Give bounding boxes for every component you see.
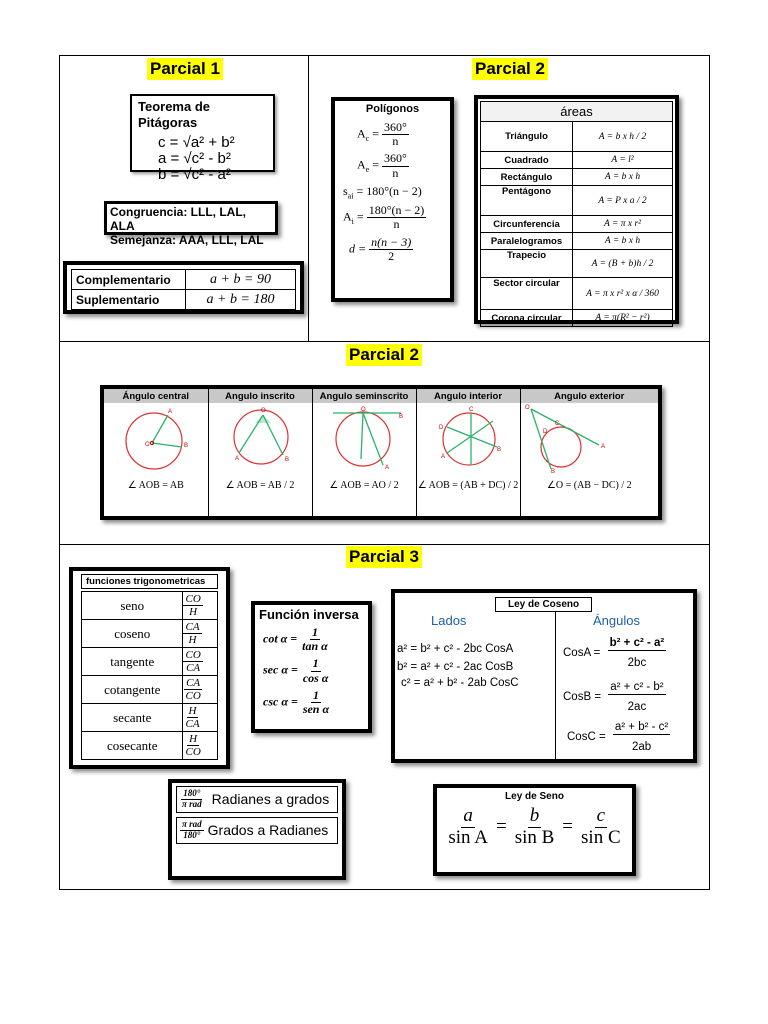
label-o: O: [360, 407, 366, 413]
trig-name: tangente: [82, 648, 183, 676]
label-o: O: [524, 405, 530, 411]
angulo-central-cell: [104, 403, 208, 516]
pitagoras-b: b = √c² - a²: [158, 166, 231, 183]
angulo-title: Angulo inscrito: [208, 389, 312, 403]
inversa-title: Función inversa: [259, 607, 359, 622]
area-formula: A = b x h: [573, 233, 673, 250]
cosa-num: b² + c² - a²: [609, 637, 665, 649]
congruencia-box: [104, 201, 278, 247]
congruencia-text: Congruencia: LLL, LAL, ALA: [110, 205, 246, 233]
cosb-num: a² + c² - b²: [610, 681, 664, 693]
cosa-den: 2bc: [627, 656, 647, 669]
area-name: Sector circular: [481, 278, 573, 310]
ai-den: n: [393, 217, 400, 232]
seno-eq-1: =: [495, 816, 507, 838]
seno-formula: [440, 806, 629, 849]
ai-lhs: A: [343, 209, 352, 224]
coseno-divider: [555, 611, 556, 761]
area-name: Trapecio: [481, 250, 573, 278]
inversa-den: tan α: [302, 639, 328, 654]
radianes-row-1: [176, 786, 338, 813]
label-o: O: [260, 408, 266, 414]
angulos-suma-box: [63, 261, 304, 314]
label-o: O: [145, 442, 150, 448]
coseno-lado-1: a² = b² + c² - 2bc CosA: [397, 643, 514, 655]
trig-name: coseno: [82, 620, 183, 648]
area-formula: A = b x h: [573, 169, 673, 186]
sai-lhs: s: [343, 183, 348, 198]
coseno-angulo-1: [563, 637, 666, 669]
trig-num: H: [189, 732, 198, 745]
complementario-formula: a + b = 90: [186, 270, 296, 290]
trig-table: [81, 591, 218, 760]
divider-vertical: [308, 55, 309, 342]
seno-den-a: sin A: [448, 826, 488, 848]
label-a: A: [440, 454, 445, 460]
trig-name: seno: [82, 592, 183, 620]
poligonos-title: Polígonos: [365, 103, 420, 115]
angulo-title: Angulo seminscrito: [312, 389, 416, 403]
inversa-den: cos α: [302, 670, 329, 685]
radianes-box: [168, 779, 346, 880]
seno-num-a: a: [463, 805, 473, 826]
formula-sai: [343, 184, 446, 200]
ae-sub: e: [365, 165, 370, 175]
cosa-lhs: CosA =: [563, 647, 601, 660]
angulo-interior-diagram: [417, 403, 517, 475]
pitagoras-c: c = √a² + b²: [158, 134, 235, 151]
trig-name: secante: [82, 704, 183, 732]
inversa-lhs: cot α =: [263, 631, 298, 646]
rad2-text: Grados a Radianes: [207, 822, 329, 839]
ac-lhs: A: [357, 126, 366, 141]
label-d: D: [542, 429, 547, 435]
angulo-exterior-diagram: [521, 403, 621, 475]
pitagoras-a: a = √c² - b²: [158, 150, 231, 167]
formula-ac: $A_c$ = $\frac{360^\circ}{n}$: [357, 120, 407, 149]
rad1-text: Radianes a grados: [211, 791, 330, 808]
angulo-formula: ∠ AOB = AO / 2: [329, 480, 399, 491]
label-c: C: [554, 421, 559, 427]
seno-title: Ley de Seno: [505, 791, 564, 802]
area-name: Cuadrado: [481, 152, 573, 169]
formula-ai: $A_i$ = $\frac{180^\circ(n - 2)}{n}$: [343, 203, 425, 232]
area-name: Rectángulo: [481, 169, 573, 186]
d-num: n(n − 3): [371, 234, 412, 249]
seno-den-c: sin C: [581, 826, 621, 848]
inversa-box: [251, 601, 372, 733]
trig-num: CO: [185, 648, 201, 661]
trig-den: CA: [185, 718, 200, 730]
pitagoras-title: Teorema de Pitágoras: [138, 99, 211, 130]
coseno-title: Ley de Coseno: [495, 597, 592, 612]
label-b: B: [284, 457, 289, 463]
angulo-seminscrito-diagram: [313, 403, 413, 475]
trig-den: H: [189, 606, 198, 618]
area-name: Paralelogramos: [481, 233, 573, 250]
rad1-den: π rad: [182, 798, 202, 809]
coseno-angulo-2: [563, 681, 666, 713]
label-d: D: [438, 425, 443, 431]
label-a: A: [384, 465, 389, 471]
ae-lhs: A: [357, 157, 366, 172]
complementario-label: Complementario: [72, 270, 186, 290]
formula-d: [349, 236, 446, 263]
angulo-formula: ∠ AOB = AB / 2: [225, 480, 295, 491]
trig-den: CA: [186, 662, 201, 674]
coseno-lado-2: b² = a² + c² - 2ac CosB: [397, 661, 514, 673]
areas-box: [474, 95, 679, 324]
inversa-den: sen α: [302, 701, 330, 716]
suplementario-formula: a + b = 180: [186, 290, 296, 310]
area-formula: A = π x r²: [573, 216, 673, 233]
area-formula: A = P x a / 2: [573, 186, 673, 216]
trig-num: CO: [185, 592, 201, 605]
ac-sub: c: [365, 133, 370, 143]
trig-num: H: [188, 704, 197, 717]
angulo-interior-cell: [416, 403, 520, 516]
seno-num-b: b: [529, 805, 540, 826]
area-formula: A = b x h / 2: [573, 122, 673, 152]
trig-num: CA: [185, 620, 200, 633]
angulo-formula: ∠O = (AB − DC) / 2: [546, 480, 632, 491]
label-b: B: [398, 414, 403, 420]
rad1-num: 180°: [183, 788, 201, 798]
ley-seno-box: [433, 784, 636, 876]
label-b: B: [550, 469, 555, 475]
angulo-formula: ∠ AOB = AB: [127, 480, 184, 491]
inversa-num: 1: [311, 625, 318, 639]
ac-num: 360°: [384, 120, 407, 134]
parcial-3-header: Parcial 3: [346, 546, 422, 568]
rad2-den: 180°: [183, 829, 201, 840]
trig-box: [69, 567, 230, 769]
angulo-inscrito-diagram: [209, 403, 309, 475]
angulo-inscrito-cell: [208, 403, 312, 516]
angulos-box: [100, 385, 662, 520]
ai-num: 180°(n − 2): [368, 203, 425, 218]
angulos-table: [104, 389, 658, 516]
coseno-angulos-label: Ángulos: [593, 613, 640, 628]
seno-den-b: sin B: [514, 826, 555, 848]
label-a: A: [168, 409, 173, 415]
trig-name: cotangente: [82, 676, 183, 704]
label-b: B: [184, 443, 189, 449]
cosb-lhs: CosB =: [563, 691, 602, 704]
angulo-formula: ∠ AOB = (AB + DC) / 2: [417, 480, 519, 491]
formula-ae: $A_e$ = $\frac{360^\circ}{n}$: [357, 151, 407, 180]
ai-sub: i: [351, 216, 354, 226]
coseno-lados-label: Lados: [431, 613, 467, 628]
inversa-num: 1: [312, 656, 319, 671]
sai-sub: ai: [347, 191, 354, 201]
trig-title: funciones trigonometricas: [81, 574, 218, 589]
trig-den: CO: [185, 690, 201, 702]
parcial-2-angles-header: Parcial 2: [346, 344, 422, 366]
rad2-num: π rad: [182, 818, 202, 829]
inversa-row: [263, 689, 364, 716]
parcial-1-header: Parcial 1: [147, 58, 223, 80]
trig-num: CA: [186, 676, 201, 689]
cosc-num: a² + b² - c²: [614, 721, 669, 733]
angulo-exterior-cell: [520, 403, 658, 516]
cosb-den: 2ac: [627, 700, 647, 713]
d-den: 2: [388, 248, 395, 263]
trig-name: cosecante: [82, 732, 183, 760]
angulo-seminscrito-cell: [312, 403, 416, 516]
area-formula: A = (B + b)h / 2: [573, 250, 673, 278]
area-formula: A = π(R² − r²): [573, 310, 673, 327]
cosc-den: 2ab: [631, 740, 652, 753]
angulo-central-diagram: [104, 403, 204, 475]
poligonos-box: [331, 97, 454, 302]
seno-eq-2: =: [562, 816, 574, 838]
area-name: Triángulo: [481, 122, 573, 152]
parcial-2-header: Parcial 2: [472, 58, 548, 80]
trig-den: CO: [185, 746, 201, 758]
ae-num: 360°: [384, 151, 407, 166]
angulo-title: Angulo exterior: [520, 389, 658, 403]
coseno-lado-3: c² = a² + b² - 2ab CosC: [401, 677, 519, 689]
seno-num-c: c: [596, 805, 606, 826]
areas-table: [480, 101, 673, 327]
inversa-row: [263, 626, 364, 653]
trig-den: H: [188, 634, 197, 646]
pitagoras-box: [130, 94, 275, 183]
ac-den: n: [392, 134, 399, 149]
label-c: C: [468, 407, 473, 413]
inversa-lhs: csc α =: [263, 694, 298, 709]
angulo-title: Ángulo central: [104, 389, 208, 403]
area-name: Pentágono: [481, 186, 573, 216]
coseno-angulo-3: [567, 721, 670, 753]
semejanza-text: Semejanza: AAA, LLL, LAL: [110, 233, 264, 247]
area-formula: A = π x r² x α / 360: [573, 278, 673, 310]
inversa-lhs: sec α =: [263, 662, 298, 677]
cosc-lhs: CosC =: [567, 731, 606, 744]
sai-rhs: = 180°(n − 2): [356, 183, 422, 198]
area-name: Circunferencia: [481, 216, 573, 233]
angulo-title: Angulo interior: [416, 389, 520, 403]
d-lhs: d =: [349, 240, 367, 255]
area-formula: A = l²: [573, 152, 673, 169]
area-name: Corona circular: [481, 310, 573, 327]
areas-title: áreas: [481, 102, 673, 122]
label-a: A: [600, 444, 605, 450]
label-a: A: [234, 456, 239, 462]
suplementario-label: Suplementario: [72, 290, 186, 310]
ley-coseno-box: [391, 589, 697, 763]
label-b: B: [496, 447, 501, 453]
inversa-num: 1: [312, 687, 319, 702]
radianes-row-2: [176, 817, 338, 844]
inversa-row: [263, 657, 364, 684]
ae-den: n: [392, 165, 399, 180]
